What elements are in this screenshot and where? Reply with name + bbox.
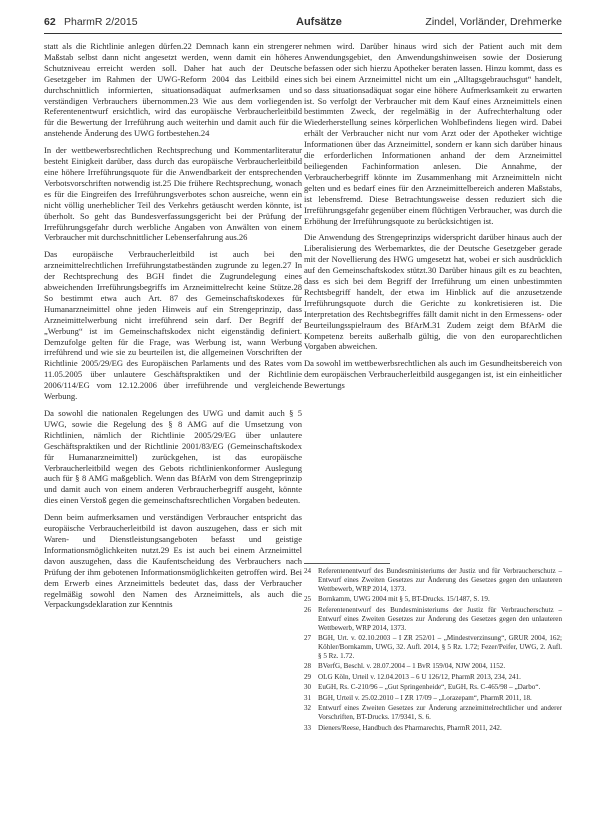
footnote-text: Referentenentwurf des Bundesministeriums der Justiz für Verbraucherschutz – Entwurf eines Zweiten Gesetzes zur Änderung des Gesetzes gegen den unlauteren Wettbewerb, WRP 2014, 1373. xyxy=(318,605,562,632)
footnote-text: BGH, Urt. v. 02.10.2003 – I ZR 252/01 – „Mindestverzinsung“, GRUR 2004, 162; Köhler/Bornkamm, UWG, 32. Aufl. 2014, § 5 Rz. 1.72; Fezer/Peifer, UWG, 2. Aufl. § 5 Rz. 1.72. xyxy=(318,634,562,660)
footnote-text: Dieners/Reese, Handbuch des Pharmarechts, PharmR 2011, 242. xyxy=(318,723,502,732)
paragraph: Da sowohl im wettbewerbsrechtlichen als auch im Gesundheitsbereich von dem europäischen Verbraucherleitbild ausgegangen ist, ist ein einheitlicher Bewertungs xyxy=(304,358,562,391)
footnote-text: Entwurf eines Zweiten Gesetzes zur Änderung arzneimittelrechtlicher und anderer Vorschriften, BT-Drucks. 17/9341, S. 6. xyxy=(318,704,562,722)
footnote xyxy=(304,704,562,722)
left-column xyxy=(44,41,302,616)
paragraph: nehmen wird. Darüber hinaus wird sich der Patient auch mit dem Anwendungsgebiet, den Anwendungshinweisen sowie der Dosierung befassen oder sich hierzu Apotheker beraten lassen. Hinzu kommt, dass es sich bei einem Arzneimittel nicht um ein „Alltagsgebrauchsgut“ handelt, so dass situationsadäquat sogar eine höhere Aufmerksamkeit zu erwarten ist. So verfolgt der Verbraucher mit dem Kauf eines Arzneimittels einen bestimmten Zweck, der regelmäßig in der Aufrechterhaltung oder Wiederherstellung seines körperlichen Wohlbefindens liegen wird. Dabei erhält der Verbraucher nicht nur vom Arzt oder der Apotheker wichtige Informationen über das Arzneimittel, sondern er kann sich darüber hinaus die erforderlichen Informationen anhand der dem Arzneimittel beiliegenden Fachinformation anlesen. Die Annahme, der Verbraucherbegriff könnte im Zusammenhang mit Arzneimitteln nicht gelten und es bedarf eines für den Arzneimittelbereich anderen Maßstabs, ist lebensfremd. Diese Betrachtungsweise dessen reduziert sich die Irreführungsgefahr gegenüber einem flüchtigen Verbraucher, was durch die Erhöhung der Irreführungsquote zu berücksichtigen ist. xyxy=(304,41,562,226)
footnote xyxy=(304,694,562,703)
footnote-number: 32 xyxy=(304,704,312,713)
footnote xyxy=(304,595,562,604)
footnote-number: 30 xyxy=(304,683,312,692)
footnote xyxy=(304,724,562,733)
footnote-number: 33 xyxy=(304,723,312,732)
footnote-number: 27 xyxy=(304,634,312,643)
footnote-text: BVerfG, Beschl. v. 28.07.2004 – 1 BvR 159/04, NJW 2004, 1152. xyxy=(318,662,506,671)
footnote-number: 26 xyxy=(304,605,312,614)
footnote-number: 25 xyxy=(304,595,312,604)
footnote xyxy=(304,673,562,682)
paragraph: Da sowohl die nationalen Regelungen des UWG und damit auch § 5 UWG, sowie die Regelung des § 8 AMG auf die Umsetzung von Richtlinien, nämlich der Richtlinie 2005/29/EG über unlautere Geschäftspraktiken und der Richtlinie 2001/83/EG (Gemeinschaftskodex für Humanarzneimittel) zurückgehen, ist das europäische Verbraucherleitbild wegen des Gebots richtlinienkonformer Auslegung auch für § 8 AMG maßgeblich. Wenn das BfArM von dem Strengeprinzip und damit auch von einem anderen Verbraucherbegriff ausgeht, könnte dies einen Verstoß gegen die gemeinschaftsrechtlichen Vorgaben bedeuten. xyxy=(44,408,302,506)
footnote-text: OLG Köln, Urteil v. 12.04.2013 – 6 U 126/12, PharmR 2013, 234, 241. xyxy=(318,672,521,681)
footnote xyxy=(304,634,562,661)
paragraph: statt als die Richtlinie anlegen dürfen.22 Demnach kann ein strengerer Maßstab selbst dann nicht angesetzt werden, wenn damit ein höheres Schutzniveau erreicht werden soll. Daher hat auch der Deutsche Gesetzgeber im Rahmen der UWG-Reform 2004 das Leitbild eines durchschnittlich informierten, situationsadäquat aufmerksamen und verständigen Verbrauchers übernommen.23 Wie aus dem vorliegenden Referentenentwurf ersichtlich, wird das europäische Verbraucherleitbild für die Bewertung der Irreführung auch weiterhin und damit auch für die anstehende Änderung des UWG fortbestehen.24 xyxy=(44,41,302,139)
article-authors: Zindel, Vorländer, Drehmerke xyxy=(425,16,562,28)
page-number: 62 xyxy=(44,16,56,28)
paragraph: Die Anwendung des Strengeprinzips widerspricht darüber hinaus auch der Liberalisierung des Werbemarktes, die der Deutsche Gesetzgeber gerade mit der Novellierung des HWG umgesetzt hat, wobei er sich ausdrücklich auf den Gemeinschaftskodex stützt.30 Darüber hinaus gilt es zu beachten, dass es sich bei dem Begriff der Irreführung um einen unbestimmten Rechtsbegriff handelt, der etwa im Hinblick auf die anzusetzende Irreführungsquote durch die Gerichte zu konkretisieren ist. Die Interpretation des Rechtsbegriffes fällt damit nicht in den Ermessens- oder Beurteilungsspielraum des BfArM.31 Zudem zeigt dem BfArM die Kompetenz bereits außerhalb gültig, die von den europarechtlichen Vorgaben abweichen. xyxy=(304,232,562,352)
paragraph: In der wettbewerbsrechtlichen Rechtsprechung und Kommentarliteratur besteht Einigkeit darüber, dass durch das europäische Verbraucherleitbild eine höhere Irreführungsquote für die Anwendbarkeit der entsprechenden Verbotsvorschriften notwendig ist.25 Die frühere Rechtsprechung, wonach es für die Eingreifen des Irreführungsverbotes schon ausreiche, wenn ein nicht völlig unerheblicher Teil des Verkehrs getäuscht werden könnte, ist überholt. So geht das Bundesverfassungsgericht bei der Prüfung der Irreführungsgefahr durch werbliche Angaben von Anwälten von einem Verbraucher mit durchschnittlicher Lebenserfahrung aus.26 xyxy=(44,145,302,243)
footnote-number: 28 xyxy=(304,662,312,671)
journal-reference: PharmR 2/2015 xyxy=(64,16,138,28)
paragraph: Das europäische Verbraucherleitbild ist auch bei den arzneimittelrechtlichen Irreführungstatbeständen zugrunde zu legen.27 In der Rechtsprechung des BGH findet die Zugrundelegung eines abweichenden Irreführungsbegriffs im Arzneimittelrecht keine Stütze.28 So bestimmt etwa auch Art. 87 des Gemeinschaftskodexes für Humanarzneimittel ohne jeden Hinweis auf ein Strengeprinzip, dass Arzneimittelwerbung nicht irreführend sein darf. Der Begriff der „Werbung“ ist im Gemeinschaftskodex nicht eigenständig definiert. Demzufolge gelten für die Frage, was Werbung ist, wann Werbung irreführend und wie sie zu beurteilen ist, die allgemeinen Vorschriften der Richtlinie 2005/29/EG des Europäischen Parlaments und des Rates vom 11.05.2005 über unlautere Geschäftspraktiken und der Richtlinie 2006/114/EG vom 12.12.2006 über irreführende und vergleichende Werbung. xyxy=(44,249,302,402)
footnote-text: Referentenentwurf des Bundesministeriums der Justiz und für Verbraucherschutz – Entwurf eines Zweiten Gesetzes zur Änderung des Gesetzes gegen den unlauteren Wettbewerb, WRP 2014, 1373. xyxy=(318,567,562,593)
footnote-number: 31 xyxy=(304,693,312,702)
right-column xyxy=(304,41,562,397)
footnote-number: 29 xyxy=(304,672,312,681)
footnote xyxy=(304,662,562,671)
paragraph: Denn beim aufmerksamen und verständigen Verbraucher entspricht das europäische Verbraucherleitbild ist davon auszugehen, dass er sich mit Waren- und Dienstleistungsangeboten befasst und geistige Informationsmöglichkeiten nutzt.29 Es ist auch bei einem Arzneimittel davon auszugehen, dass die Kaufentscheidung des Verbrauchers nach Prüfung der ihm gebotenen Informationsmöglichkeiten getroffen wird. Bei dem Erwerb eines Arzneimittels bedeutet das, dass der Verbraucher regelmäßig sowohl den Namen des Arzneimittels, als auch die Verpackungsdeklaration zur Kenntnis xyxy=(44,512,302,610)
footnote-text: Bornkamm, UWG 2004 mit § 5, BT-Drucks. 15/1487, S. 19. xyxy=(318,595,490,604)
page-header xyxy=(44,16,562,32)
footnote xyxy=(304,606,562,633)
footnotes xyxy=(304,567,562,734)
footnote xyxy=(304,567,562,594)
footnote-text: EuGH, Rs. C-210/96 – „Gut Springenheide“, EuGH, Rs. C-465/98 – „Darbo“. xyxy=(318,683,541,692)
header-rule xyxy=(44,33,562,34)
footnote-text: BGH, Urteil v. 25.02.2010 – I ZR 17/09 – „Lorazepam“, PharmR 2011, 18. xyxy=(318,693,532,702)
section-title: Aufsätze xyxy=(296,16,342,28)
footnote-rule xyxy=(304,563,390,564)
footnote xyxy=(304,683,562,692)
footnote-number: 24 xyxy=(304,567,312,575)
